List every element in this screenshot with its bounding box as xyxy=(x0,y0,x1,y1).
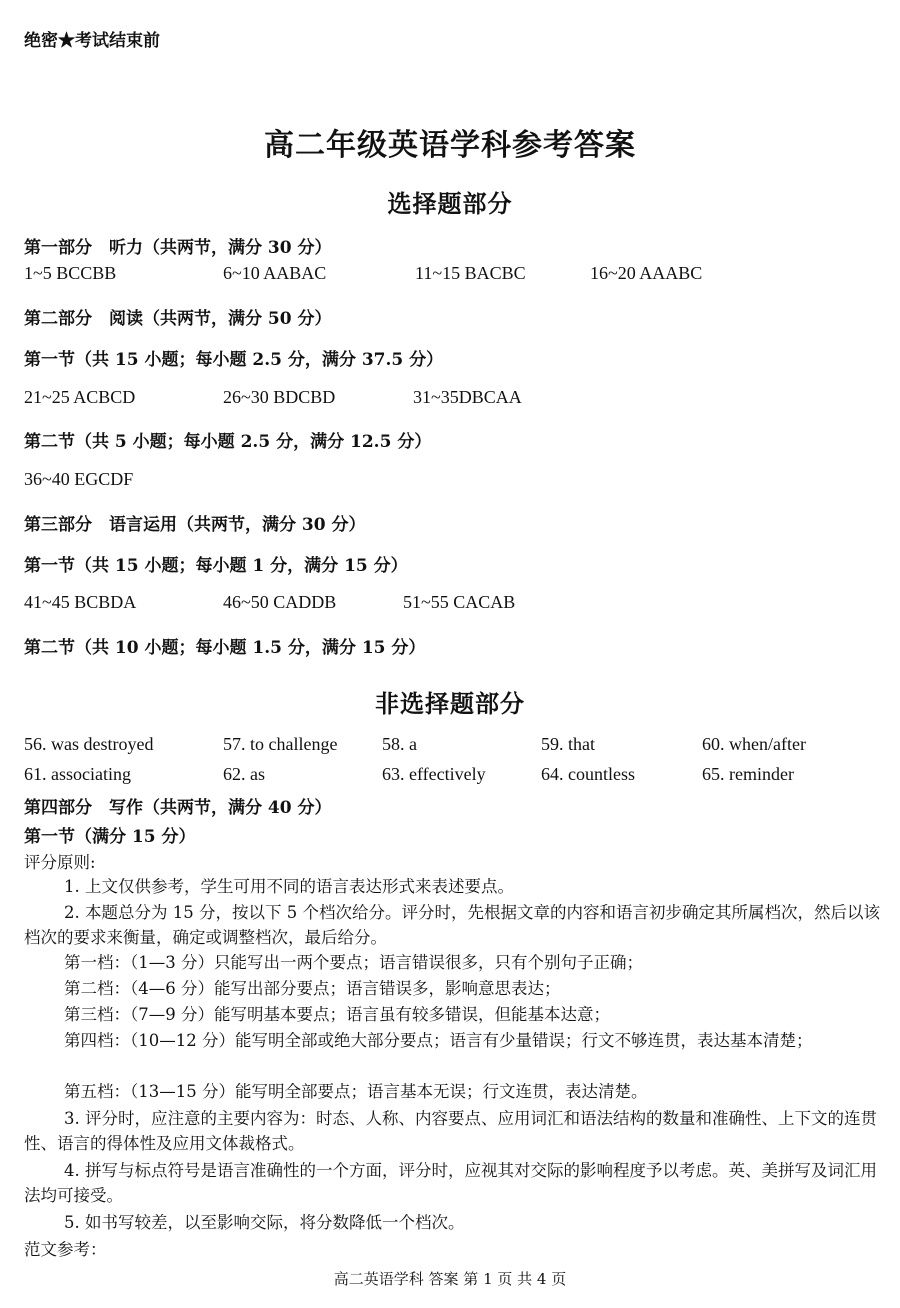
answer-group: 11~15 BACBC xyxy=(415,263,526,283)
grade-3: 第三档：（7—9 分）能写明基本要点；语言虽有较多错误，但能基本达意； xyxy=(64,1005,610,1024)
fill-answer: 63. effectively xyxy=(382,764,486,784)
criteria-p2: 2. 本题总分为 15 分，按以下 5 个档次给分。评分时，先根据文章的内容和语言初步确定其所属档次，然后以该档次的要求来衡量，确定或调整档次，最后给分。 xyxy=(24,903,880,947)
fill-answer: 58. a xyxy=(382,734,417,754)
answer-group: 41~45 BCBDA xyxy=(24,592,137,612)
criteria-p5: 5. 如书写较差，以至影响交际，将分数降低一个档次。 xyxy=(64,1213,465,1232)
answer-group: 16~20 AAABC xyxy=(590,263,703,283)
grade-4: 第四档：（10—12 分）能写明全部或绝大部分要点；语言有少量错误；行文不够连贯，表达基本清楚； xyxy=(64,1031,813,1050)
grade-2: 第二档：（4—6 分）能写出部分要点；语言错误多，影响意思表达； xyxy=(64,979,561,998)
answer-group: 31~35DBCAA xyxy=(413,387,522,407)
answer-group: 46~50 CADDB xyxy=(223,592,337,612)
answer-group: 1~5 BCCBB xyxy=(24,263,117,283)
fill-answer: 59. that xyxy=(541,734,595,754)
criteria-label: 评分原则: xyxy=(24,853,96,872)
section-title-choice: 选择题部分 xyxy=(387,189,513,218)
fill-answer: 64. countless xyxy=(541,764,635,784)
criteria-p1: 1. 上文仅供参考，学生可用不同的语言表达形式来表述要点。 xyxy=(64,877,514,896)
criteria-p3: 3. 评分时，应注意的主要内容为：时态、人称、内容要点、应用词汇和语法结构的数量和准确性、上下文的连贯性、语言的得体性及应用文体裁格式。 xyxy=(24,1109,877,1153)
fill-answer: 56. was destroyed xyxy=(24,734,154,754)
part3-sec2-heading: 第二节（共 10 小题；每小题 1.5 分，满分 15 分） xyxy=(24,638,426,658)
fill-answer: 57. to challenge xyxy=(223,734,338,754)
fill-answer: 65. reminder xyxy=(702,764,794,784)
part2-heading: 第二部分 阅读（共两节，满分 50 分） xyxy=(24,309,332,329)
part4-sec1-heading: 第一节（满分 15 分） xyxy=(24,827,196,847)
confidential-label: 绝密★考试结束前 xyxy=(24,31,160,51)
part2-sec1-heading: 第一节（共 15 小题；每小题 2.5 分，满分 37.5 分） xyxy=(24,350,444,370)
part3-heading: 第三部分 语言运用（共两节，满分 30 分） xyxy=(24,515,366,535)
part4-heading: 第四部分 写作（共两节，满分 40 分） xyxy=(24,798,332,818)
section-title-nonchoice: 非选择题部分 xyxy=(375,689,525,718)
sample-label: 范文参考： xyxy=(24,1240,107,1259)
criteria-p4: 4. 拼写与标点符号是语言准确性的一个方面，评分时，应视其对交际的影响程度予以考虑。英、美拼写及词汇用法均可接受。 xyxy=(24,1161,877,1205)
fill-answer: 60. when/after xyxy=(702,734,806,754)
answer-group: 51~55 CACAB xyxy=(403,592,516,612)
page-footer: 高二英语学科 答案 第 1 页 共 4 页 xyxy=(333,1270,567,1288)
grade-1: 第一档：（1—3 分）只能写出一两个要点；语言错误很多，只有个别句子正确； xyxy=(64,953,643,972)
part1-heading: 第一部分 听力（共两节，满分 30 分） xyxy=(24,238,332,258)
answer-group: 6~10 AABAC xyxy=(223,263,327,283)
fill-answer: 62. as xyxy=(223,764,265,784)
answer-group: 21~25 ACBCD xyxy=(24,387,136,407)
answer-group: 36~40 EGCDF xyxy=(24,469,134,489)
part2-sec2-heading: 第二节（共 5 小题；每小题 2.5 分，满分 12.5 分） xyxy=(24,432,432,452)
part3-sec1-heading: 第一节（共 15 小题；每小题 1 分，满分 15 分） xyxy=(24,556,408,576)
grade-5: 第五档：（13—15 分）能写明全部要点；语言基本无误；行文连贯，表达清楚。 xyxy=(64,1082,648,1101)
fill-answer: 61. associating xyxy=(24,764,131,784)
answer-group: 26~30 BDCBD xyxy=(223,387,336,407)
page-title: 高二年级英语学科参考答案 xyxy=(264,128,636,163)
